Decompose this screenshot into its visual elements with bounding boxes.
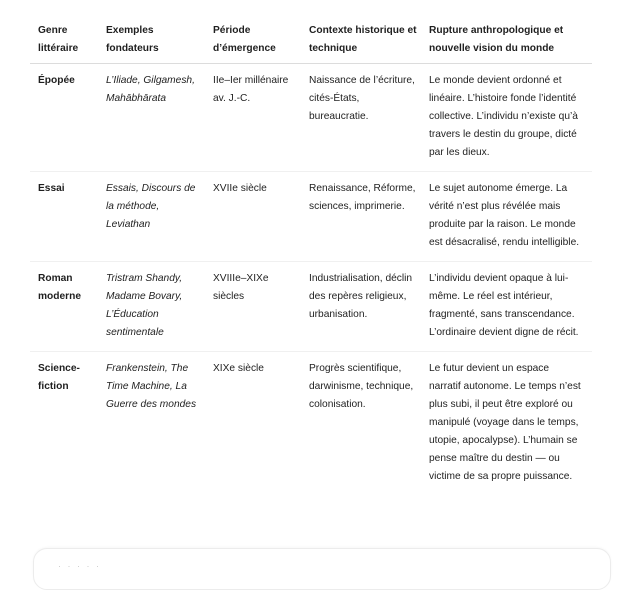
header-examples: Exemples fondateurs: [106, 22, 213, 64]
header-rupture: Rupture anthropologique et nouvelle vision du monde: [429, 22, 592, 64]
rupture-cell: Le sujet autonome émerge. La vérité n’est plus révélée mais produite par la raison. Le monde est désacralisé, rendu intelligible.: [429, 172, 592, 262]
period-cell: XIXe siècle: [213, 352, 309, 496]
period-cell: XVIIIe–XIXe siècles: [213, 262, 309, 352]
context-cell: Naissance de l’écriture, cités-États, bureaucratie.: [309, 75, 415, 122]
rupture-cell: Le monde devient ordonné et linéaire. L’histoire fonde l’identité collective. L’individu n’existe qu’à travers le destin du groupe, dicté par les dieux.: [429, 75, 578, 158]
header-context: Contexte historique et technique: [309, 22, 429, 64]
context-cell: Industrialisation, déclin des repères religieux, urbanisation.: [309, 262, 429, 352]
genre-cell: Essai: [30, 172, 106, 262]
table-row: [30, 172, 592, 262]
genre-cell: Roman moderne: [30, 262, 106, 352]
period-cell: IIe–Ier millénaire av. J.-C.: [213, 75, 289, 104]
rupture-cell: Le futur devient un espace narratif autonome. Le temps n’est plus subi, il peut être exploré ou manipulé (voyage dans le temps, utopie, apocalypse). L’humain se pense maître du destin — ou victime de sa propre puissance.: [429, 352, 592, 496]
period-cell: XVIIe siècle: [213, 172, 309, 262]
next-message-card: [33, 548, 611, 590]
table-row: [30, 352, 592, 496]
header-period: Période d’émergence: [213, 22, 309, 64]
genre-cell: Science-fiction: [30, 352, 106, 496]
examples-cell: Tristram Shandy, Madame Bovary, L’Éducation sentimentale: [106, 262, 213, 352]
genres-table: [30, 22, 592, 495]
header-genre: Genre littéraire: [30, 22, 106, 64]
truncated-content-indicator: · · · · ·: [58, 561, 101, 571]
table-row: [30, 64, 592, 172]
literary-genres-table: [30, 22, 592, 495]
examples-cell: Frankenstein, The Time Machine, La Guerre des mondes: [106, 352, 213, 496]
rupture-cell: L’individu devient opaque à lui-même. Le réel est intérieur, fragmenté, sans transcendance. L’ordinaire devient digne de récit.: [429, 262, 592, 352]
header-row: [30, 22, 592, 64]
examples-cell: L’Iliade, Gilgamesh, Mahābhārata: [106, 75, 195, 104]
genre-cell: Épopée: [38, 75, 75, 86]
table-body: [30, 64, 592, 496]
table-header: [30, 22, 592, 64]
table-row: [30, 262, 592, 352]
examples-cell: Essais, Discours de la méthode, Leviathan: [106, 172, 213, 262]
context-cell: Renaissance, Réforme, sciences, imprimerie.: [309, 172, 429, 262]
context-cell: Progrès scientifique, darwinisme, technique, colonisation.: [309, 352, 429, 496]
